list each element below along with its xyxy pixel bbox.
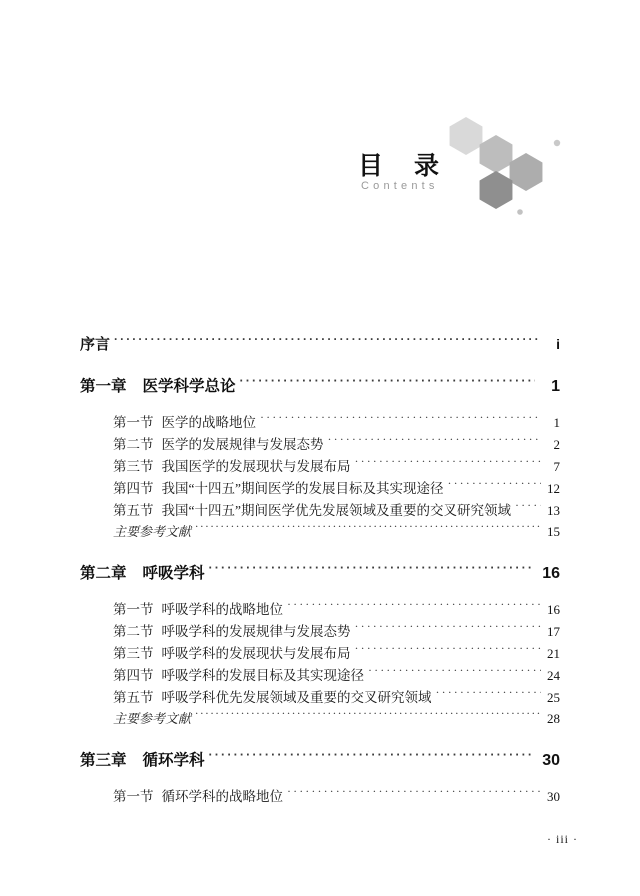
section-title: 医学的发展规律与发展态势 bbox=[161, 437, 324, 452]
dot-leader bbox=[287, 601, 541, 615]
section-page-number: 13 bbox=[547, 503, 560, 518]
dot-leader bbox=[447, 480, 541, 494]
toc-entry-section-1-4[interactable] bbox=[113, 477, 560, 497]
toc-masthead bbox=[0, 118, 640, 228]
section-title: 呼吸学科的战略地位 bbox=[161, 602, 283, 617]
chapter-title: 医学科学总论 bbox=[142, 378, 236, 395]
dot-leader bbox=[209, 563, 535, 579]
masthead-inner bbox=[358, 118, 578, 228]
chapter-title: 呼吸学科 bbox=[142, 565, 205, 582]
dot-leader bbox=[240, 376, 535, 392]
toc-entry-section-2-5[interactable] bbox=[113, 686, 560, 706]
decor-dot-1 bbox=[554, 140, 560, 146]
dot-leader bbox=[114, 334, 541, 349]
section-number: 第四节 bbox=[113, 481, 154, 496]
chapter-number: 第二章 bbox=[80, 565, 127, 582]
dot-leader bbox=[355, 645, 542, 659]
preface-label: 序言 bbox=[80, 336, 111, 353]
section-page-number: 16 bbox=[547, 602, 560, 617]
section-title: 我国“十四五”期间医学的发展目标及其实现途径 bbox=[161, 481, 444, 496]
chapter-number: 第三章 bbox=[80, 752, 127, 769]
section-page-number: 1 bbox=[553, 415, 560, 430]
section-number: 第三节 bbox=[113, 459, 154, 474]
page-title: 目 录 bbox=[358, 152, 451, 180]
toc-entry-section-2-1[interactable] bbox=[113, 598, 560, 618]
chapter-page-number: 30 bbox=[542, 752, 560, 769]
section-number: 第一节 bbox=[113, 415, 154, 430]
section-page-number: 12 bbox=[547, 481, 560, 496]
references-page-number: 15 bbox=[547, 524, 560, 539]
section-number: 第一节 bbox=[113, 602, 154, 617]
section-title: 呼吸学科的发展目标及其实现途径 bbox=[161, 668, 364, 683]
chapter-title: 循环学科 bbox=[142, 752, 205, 769]
chapter-page-number: 16 bbox=[542, 565, 560, 582]
section-title: 医学的战略地位 bbox=[161, 415, 256, 430]
section-title: 我国医学的发展现状与发展布局 bbox=[161, 459, 351, 474]
section-page-number: 25 bbox=[547, 690, 560, 705]
toc-entry-section-1-5[interactable] bbox=[113, 499, 560, 519]
hexagon-4 bbox=[480, 171, 513, 209]
toc-entry-section-1-1[interactable] bbox=[113, 411, 560, 431]
dot-leader bbox=[209, 750, 535, 766]
dot-leader bbox=[195, 523, 541, 536]
page-folio: · iii · bbox=[547, 832, 578, 846]
section-page-number: 24 bbox=[547, 668, 560, 683]
dot-leader bbox=[355, 458, 542, 472]
section-number: 第一节 bbox=[113, 789, 154, 804]
page-subtitle: Contents bbox=[361, 180, 439, 192]
section-number: 第五节 bbox=[113, 503, 154, 518]
dot-leader bbox=[287, 788, 541, 802]
chapter-number: 第一章 bbox=[80, 378, 127, 395]
section-number: 第四节 bbox=[113, 668, 154, 683]
section-page-number: 21 bbox=[547, 646, 560, 661]
section-title: 呼吸学科的发展规律与发展态势 bbox=[161, 624, 351, 639]
toc-entry-section-2-4[interactable] bbox=[113, 664, 560, 684]
dot-leader bbox=[328, 436, 542, 450]
section-title: 循环学科的战略地位 bbox=[161, 789, 283, 804]
toc-entry-chapter-3[interactable] bbox=[80, 748, 560, 770]
toc-entry-section-3-1[interactable] bbox=[113, 785, 560, 805]
hexagon-3 bbox=[510, 153, 543, 191]
section-number: 第五节 bbox=[113, 690, 154, 705]
section-title: 呼吸学科的发展现状与发展布局 bbox=[161, 646, 351, 661]
dot-leader bbox=[515, 502, 541, 516]
dot-leader bbox=[436, 689, 542, 703]
section-title: 呼吸学科优先发展领域及重要的交叉研究领域 bbox=[161, 690, 432, 705]
hexagon-decoration bbox=[444, 116, 584, 220]
hexagon-2 bbox=[480, 135, 513, 173]
dot-leader bbox=[368, 667, 541, 681]
section-title: 我国“十四五”期间医学优先发展领域及重要的交叉研究领域 bbox=[161, 503, 511, 518]
section-number: 第三节 bbox=[113, 646, 154, 661]
section-page-number: 2 bbox=[553, 437, 560, 452]
toc-entry-section-2-2[interactable] bbox=[113, 620, 560, 640]
section-page-number: 17 bbox=[547, 624, 560, 639]
hexagon-1 bbox=[450, 117, 483, 155]
toc-entry-section-1-3[interactable] bbox=[113, 455, 560, 475]
toc-entry-chapter-2[interactable] bbox=[80, 561, 560, 583]
section-number: 第二节 bbox=[113, 437, 154, 452]
section-number: 第二节 bbox=[113, 624, 154, 639]
toc-entry-references-1[interactable] bbox=[113, 521, 560, 540]
toc-entry-preface[interactable] bbox=[80, 333, 560, 354]
references-page-number: 28 bbox=[547, 711, 560, 726]
dot-leader bbox=[195, 710, 541, 723]
toc-entry-chapter-1[interactable] bbox=[80, 374, 560, 396]
toc-entry-section-2-3[interactable] bbox=[113, 642, 560, 662]
chapter-page-number: 1 bbox=[551, 378, 560, 395]
section-page-number: 7 bbox=[553, 459, 560, 474]
dot-leader bbox=[260, 414, 541, 428]
decor-dot-2 bbox=[517, 209, 523, 215]
references-label: 主要参考文献 bbox=[113, 524, 192, 539]
toc-entry-references-2[interactable] bbox=[113, 708, 560, 727]
toc-entry-section-1-2[interactable] bbox=[113, 433, 560, 453]
preface-page-number: i bbox=[556, 336, 560, 352]
section-page-number: 30 bbox=[547, 789, 560, 804]
dot-leader bbox=[355, 623, 542, 637]
references-label: 主要参考文献 bbox=[113, 711, 192, 726]
